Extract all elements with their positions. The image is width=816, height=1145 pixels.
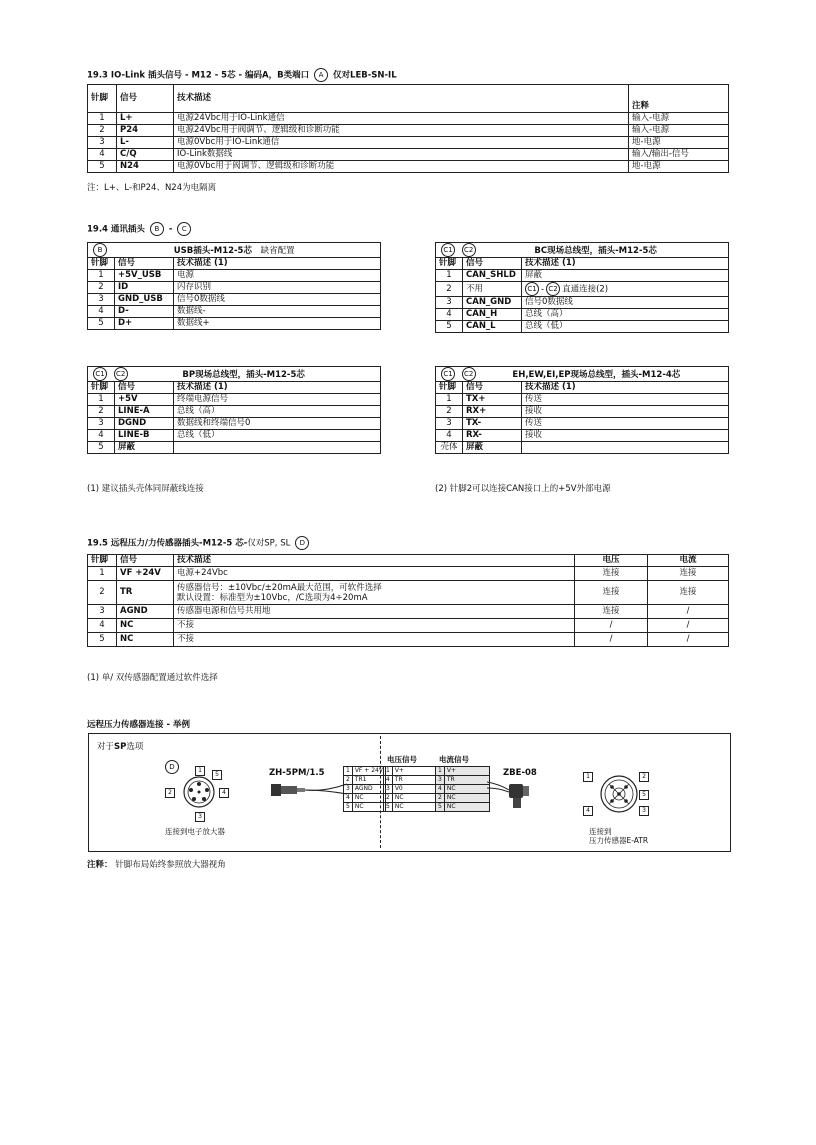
cell: 电源 xyxy=(174,270,381,282)
usb-title-row xyxy=(88,243,381,258)
cell: GND_USB xyxy=(115,294,174,306)
example-title: 远程压力传感器连接 - 举例 xyxy=(87,720,190,730)
cell: CAN_SHLD xyxy=(463,270,522,282)
cell: TR xyxy=(117,581,174,605)
cell: 3 xyxy=(436,418,463,430)
circle-c: C xyxy=(177,222,191,236)
cell: 总线（低） xyxy=(174,430,381,442)
circle-c1: C1 xyxy=(93,367,107,381)
table-row xyxy=(88,161,729,173)
voltage-label: 电压信号 xyxy=(387,755,417,764)
cell: 电源+24Vbc xyxy=(174,567,575,581)
option-bold: SP xyxy=(114,742,127,752)
table-row xyxy=(436,321,729,333)
eh-table xyxy=(435,366,729,454)
header-desc: 技术描述 (1) xyxy=(174,258,381,270)
cell: 1 xyxy=(436,394,463,406)
circle-c2: C2 xyxy=(546,282,560,296)
cell: 4 xyxy=(88,619,117,633)
pin-label: 1 xyxy=(195,766,205,776)
cell: LINE-B xyxy=(115,430,174,442)
cell: 5 xyxy=(436,803,445,812)
table-row xyxy=(384,767,438,776)
example-note xyxy=(87,858,226,870)
cell: 5 xyxy=(436,321,463,333)
cell: 电源0Vbc用于IO-Link通信 xyxy=(174,137,629,149)
circle-b: B xyxy=(93,243,107,257)
pin-label: 3 xyxy=(639,806,649,816)
cell: 屏蔽 xyxy=(115,442,174,454)
cell: 2 xyxy=(436,282,463,297)
cell: D+ xyxy=(115,318,174,330)
cell: TX- xyxy=(463,418,522,430)
bc-table xyxy=(435,242,729,333)
bp-title-row xyxy=(88,367,381,382)
table-row xyxy=(436,785,490,794)
cell: 总线（高） xyxy=(174,406,381,418)
usb-table xyxy=(87,242,381,330)
cell: 输入-电源 xyxy=(629,113,729,125)
cell: / xyxy=(648,605,729,619)
table-row xyxy=(436,442,729,454)
table-row xyxy=(88,282,381,294)
cell: L- xyxy=(117,137,174,149)
cell: DGND xyxy=(115,418,174,430)
header-pin: 针脚 xyxy=(88,382,115,394)
pin-label: 4 xyxy=(219,788,229,798)
header-signal: 信号 xyxy=(463,258,522,270)
cell: / xyxy=(575,633,648,647)
cell: V0 xyxy=(392,785,437,794)
bp-table xyxy=(87,366,381,454)
table-row xyxy=(436,282,729,297)
header-signal: 信号 xyxy=(115,382,174,394)
cell: 2 xyxy=(436,794,445,803)
current-label: 电流信号 xyxy=(439,755,469,764)
cell: 连接 xyxy=(648,567,729,581)
table-row xyxy=(436,309,729,321)
table-row xyxy=(88,581,729,605)
cell: IO-Link数据线 xyxy=(174,149,629,161)
voltage-pin-table xyxy=(383,766,438,812)
table-row xyxy=(88,605,729,619)
cell: 4 xyxy=(436,430,463,442)
cell: 5 xyxy=(384,803,393,812)
cell: V+ xyxy=(392,767,437,776)
cell: NC xyxy=(444,803,489,812)
header-note: 注释 xyxy=(629,85,729,113)
cell: 1 xyxy=(88,113,117,125)
cell: NC xyxy=(117,633,174,647)
cell: 5 xyxy=(88,442,115,454)
cell: 5 xyxy=(344,803,353,812)
note-2: (2) 针脚2可以连接CAN接口上的+5V外部电源 xyxy=(435,484,611,494)
cell: 连接 xyxy=(575,567,648,581)
table-row xyxy=(384,776,438,785)
right-caption-2: 压力传感器E-ATR xyxy=(589,836,649,845)
cell: 不接 xyxy=(174,633,575,647)
table-row xyxy=(88,418,381,430)
header-pin: 针脚 xyxy=(88,555,117,567)
cell: CAN_L xyxy=(463,321,522,333)
table-row xyxy=(344,794,386,803)
cell: 不用 xyxy=(463,282,522,297)
cell: TX+ xyxy=(463,394,522,406)
table-row xyxy=(88,113,729,125)
port-a-circle: A xyxy=(314,68,328,82)
usb-title: USB插头-M12-5芯 xyxy=(173,245,252,256)
title-suffix: 仅对SP, SL xyxy=(247,538,291,549)
title-text: 19.3 IO-Link 插头信号 - M12 - 5芯 - 编码A，B类端口 xyxy=(87,70,310,81)
cell: ID xyxy=(115,282,174,294)
table-row xyxy=(436,430,729,442)
header-current: 电流 xyxy=(648,555,729,567)
table-row xyxy=(88,619,729,633)
cell: 4 xyxy=(436,785,445,794)
cell: NC xyxy=(392,803,437,812)
cell: 1 xyxy=(344,767,353,776)
cell: TR xyxy=(392,776,437,785)
cell: 3 xyxy=(88,418,115,430)
header-desc: 技术描述 xyxy=(174,85,629,113)
cell: VF + 24V xyxy=(352,767,385,776)
cell: 3 xyxy=(88,294,115,306)
circle-d: D xyxy=(165,760,179,774)
cell: 数据线和终端信号0 xyxy=(174,418,381,430)
circle-c1: C1 xyxy=(441,367,455,381)
table-row xyxy=(344,785,386,794)
table-row xyxy=(436,794,490,803)
header-pin: 针脚 xyxy=(88,85,117,113)
table-row xyxy=(436,270,729,282)
header-signal: 信号 xyxy=(117,555,174,567)
cell: 接收 xyxy=(522,430,729,442)
cell: 总线（高） xyxy=(522,309,729,321)
cell: 4 xyxy=(88,430,115,442)
circle-c1: C1 xyxy=(525,282,539,296)
header-pin: 针脚 xyxy=(88,258,115,270)
cell: 5 xyxy=(88,161,117,173)
cell: 4 xyxy=(384,776,393,785)
eh-title: EH,EW,EI,EP现场总线型，插头-M12-4芯 xyxy=(512,369,681,380)
circle-c2: C2 xyxy=(462,243,476,257)
table-row xyxy=(88,125,729,137)
desc-line-1: 传感器信号：±10Vbc/±20mA最大范围，可软件选择 xyxy=(177,582,382,593)
dash: - xyxy=(541,284,545,295)
table-row xyxy=(88,633,729,647)
cell: NC xyxy=(444,794,489,803)
header-signal: 信号 xyxy=(115,258,174,270)
header-desc: 技术描述 (1) xyxy=(174,382,381,394)
pin-label: 3 xyxy=(195,812,205,822)
cell: NC xyxy=(392,794,437,803)
cell: 2 xyxy=(88,581,117,605)
desc-text: 直通连接(2) xyxy=(562,284,609,295)
pin-label: 1 xyxy=(583,772,593,782)
cell: 5 xyxy=(88,318,115,330)
cell xyxy=(174,442,381,454)
note-text: 针脚布局始终参照放大器视角 xyxy=(115,860,226,870)
header-pin: 针脚 xyxy=(436,258,463,270)
cell: NC xyxy=(117,619,174,633)
cell: 连接 xyxy=(648,581,729,605)
cell: NC xyxy=(352,803,385,812)
cell: CAN_H xyxy=(463,309,522,321)
io-link-table xyxy=(87,84,729,173)
cell: 终端电源信号 xyxy=(174,394,381,406)
header-desc: 技术描述 (1) xyxy=(522,258,729,270)
cell: 总线（低） xyxy=(522,321,729,333)
sensor-footnote: (1) 单/ 双传感器配置通过软件选择 xyxy=(87,673,218,683)
header-signal: 信号 xyxy=(117,85,174,113)
circle-c1: C1 xyxy=(441,243,455,257)
cell: 传送 xyxy=(522,418,729,430)
eh-title-row xyxy=(436,367,729,382)
cell: 1 xyxy=(88,567,117,581)
section-19-4-title xyxy=(87,222,193,236)
cell: 输入/输出-信号 xyxy=(629,149,729,161)
table-row xyxy=(88,430,381,442)
cell: RX- xyxy=(463,430,522,442)
cell: 4 xyxy=(436,309,463,321)
section-19-3-title xyxy=(87,68,397,82)
cell: N24 xyxy=(117,161,174,173)
cell: 屏蔽 xyxy=(522,270,729,282)
table-row xyxy=(436,297,729,309)
cell: 2 xyxy=(88,406,115,418)
table-row xyxy=(384,794,438,803)
cell: / xyxy=(575,619,648,633)
cell: / xyxy=(648,619,729,633)
note-1: (1) 建议插头壳体同屏蔽线连接 xyxy=(87,484,204,494)
cell: 3 xyxy=(436,776,445,785)
table-row xyxy=(88,318,381,330)
cell: 数据线- xyxy=(174,306,381,318)
cell: 1 xyxy=(88,270,115,282)
cell: 3 xyxy=(88,137,117,149)
table-row xyxy=(88,294,381,306)
table-row xyxy=(436,394,729,406)
cell: +5V_USB xyxy=(115,270,174,282)
cell: 地-电源 xyxy=(629,161,729,173)
cell: VF +24V xyxy=(117,567,174,581)
cell: 接收 xyxy=(522,406,729,418)
cell: C/Q xyxy=(117,149,174,161)
table-row xyxy=(88,406,381,418)
cell: 3 xyxy=(344,785,353,794)
cell: L+ xyxy=(117,113,174,125)
header-desc: 技术描述 xyxy=(174,555,575,567)
cell: 电源0Vbc用于阀调节、逻辑级和诊断功能 xyxy=(174,161,629,173)
current-pin-table xyxy=(435,766,490,812)
cell xyxy=(522,282,729,297)
table-row xyxy=(88,567,729,581)
circle-d: D xyxy=(295,536,309,550)
cell: D- xyxy=(115,306,174,318)
cell: TR1 xyxy=(352,776,385,785)
cell: 2 xyxy=(436,406,463,418)
table-row xyxy=(384,785,438,794)
circle-c2: C2 xyxy=(114,367,128,381)
cell: 不接 xyxy=(174,619,575,633)
pin-label: 2 xyxy=(165,788,175,798)
pin-label: 4 xyxy=(583,806,593,816)
cell: 4 xyxy=(344,794,353,803)
cell: 4 xyxy=(88,306,115,318)
io-link-footnote: 注：L+、L-和P24、N24为电隔离 xyxy=(87,183,217,193)
cell: P24 xyxy=(117,125,174,137)
pin-label: 5 xyxy=(639,790,649,800)
note-bold: 注释： xyxy=(87,860,113,870)
cell: NC xyxy=(444,785,489,794)
cell: +5V xyxy=(115,394,174,406)
cell: 1 xyxy=(384,767,393,776)
cell: 1 xyxy=(436,767,445,776)
title-suffix: 仅对LEB-SN-IL xyxy=(333,70,397,81)
cell: 1 xyxy=(88,394,115,406)
bc-title-row xyxy=(436,243,729,258)
cell: 传送 xyxy=(522,394,729,406)
cell: 3 xyxy=(384,785,393,794)
sensor-table xyxy=(87,554,729,647)
cell: AGND xyxy=(117,605,174,619)
table-row xyxy=(88,394,381,406)
pin-label: 2 xyxy=(639,772,649,782)
section-19-5-title xyxy=(87,536,311,550)
cell: 3 xyxy=(88,605,117,619)
circle-b: B xyxy=(150,222,164,236)
cell: 闪存识别 xyxy=(174,282,381,294)
table-row xyxy=(436,803,490,812)
table-row xyxy=(436,406,729,418)
table-row xyxy=(436,418,729,430)
table-row xyxy=(344,803,386,812)
circle-c2: C2 xyxy=(462,367,476,381)
pin-label: 5 xyxy=(212,770,222,780)
cell: 5 xyxy=(88,633,117,647)
cell xyxy=(174,581,575,605)
cell: 信号0数据线 xyxy=(174,294,381,306)
bp-title: BP现场总线型，插头-M12-5芯 xyxy=(182,369,305,380)
title-text: 19.4 通讯插头 xyxy=(87,224,145,235)
cell: LINE-A xyxy=(115,406,174,418)
cell: 连接 xyxy=(575,605,648,619)
right-caption-1: 连接到 xyxy=(589,827,612,836)
option-suffix: 选项 xyxy=(126,742,144,752)
right-angle-connector-icon xyxy=(487,774,537,810)
table-row xyxy=(88,306,381,318)
header-desc: 技术描述 (1) xyxy=(522,382,729,394)
cell: 2 xyxy=(344,776,353,785)
table-row xyxy=(88,270,381,282)
cell: 壳体 xyxy=(436,442,463,454)
cable-label: ZH-5PM/1.5 xyxy=(269,768,325,778)
cell: 3 xyxy=(436,297,463,309)
table-row xyxy=(344,767,386,776)
cell: 屏蔽 xyxy=(463,442,522,454)
cell xyxy=(522,442,729,454)
cell: RX+ xyxy=(463,406,522,418)
cell: 地-电源 xyxy=(629,137,729,149)
table-row xyxy=(88,137,729,149)
cell: / xyxy=(648,633,729,647)
cable-plug-icon xyxy=(269,780,349,800)
cell: 2 xyxy=(88,282,115,294)
table-row xyxy=(88,442,381,454)
cell: 数据线+ xyxy=(174,318,381,330)
option-prefix: 对于 xyxy=(97,742,115,752)
header-pin: 针脚 xyxy=(436,382,463,394)
cell: 1 xyxy=(436,270,463,282)
header-voltage: 电压 xyxy=(575,555,648,567)
table-row xyxy=(88,149,729,161)
bc-title: BC现场总线型，插头-M12-5芯 xyxy=(534,245,657,256)
cell: 4 xyxy=(88,149,117,161)
dash: - xyxy=(168,224,173,235)
cell: V+ xyxy=(444,767,489,776)
connector-label: ZBE-08 xyxy=(503,768,537,778)
cell: NC xyxy=(352,794,385,803)
cell: 连接 xyxy=(575,581,648,605)
cell: 电源24Vbc用于阀调节、逻辑级和诊断功能 xyxy=(174,125,629,137)
table-row xyxy=(344,776,386,785)
table-row xyxy=(436,776,490,785)
sensor-connector-icon xyxy=(597,772,641,816)
connection-diagram xyxy=(88,733,731,852)
cell: 信号0数据线 xyxy=(522,297,729,309)
cable-pin-table xyxy=(343,766,386,812)
desc-line-2: 默认设置：标准型为±10Vbc，/C选项为4÷20mA xyxy=(177,592,368,603)
table-row xyxy=(436,767,490,776)
title-text: 19.5 远程压力/力传感器插头-M12-5 芯- xyxy=(87,538,248,549)
cell: 2 xyxy=(384,794,393,803)
cell: 2 xyxy=(88,125,117,137)
usb-subtitle: 缺省配置 xyxy=(260,245,295,256)
option-label xyxy=(97,740,143,752)
header-signal: 信号 xyxy=(463,382,522,394)
table-row xyxy=(384,803,438,812)
cell: AGND xyxy=(352,785,385,794)
left-caption: 连接到电子放大器 xyxy=(165,827,225,836)
cell: 电源24Vbc用于IO-Link通信 xyxy=(174,113,629,125)
cell: 输入-电源 xyxy=(629,125,729,137)
cell: 传感器电源和信号共用地 xyxy=(174,605,575,619)
cell: CAN_GND xyxy=(463,297,522,309)
cell: TR xyxy=(444,776,489,785)
